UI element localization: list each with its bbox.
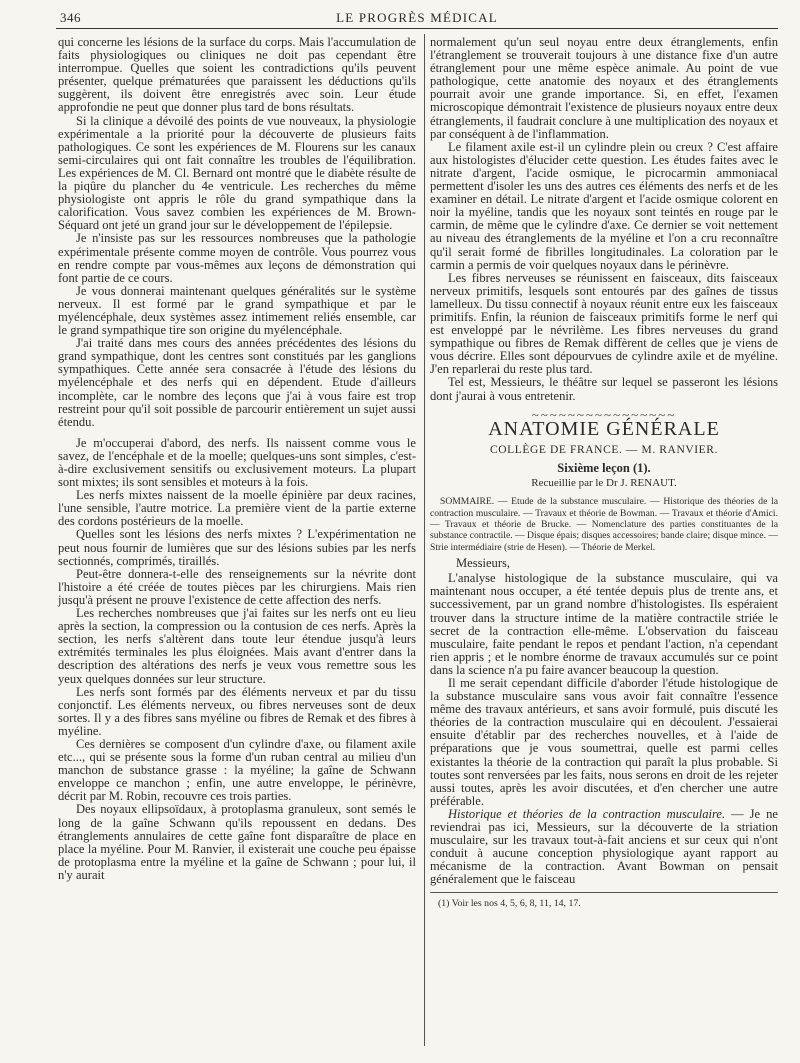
paragraph: normalement qu'un seul noyau entre deux étranglements, enfin l'étranglement se trouverait toujours à une distance fixe d'un autre étranglement pour une même espèce animale. Au point de vue pathologique, cette anatomie des noyaux et des étranglements pourrait avoir une grande importance. Si, en effet, l'examen microscopique démontrait l'existence de plusieurs noyaux entre deux étranglements, il faudrait conclure à une multiplication des noyaux et par conséquent à de l'inflammation. [430,35,778,141]
paragraph [430,808,778,887]
paragraph: Tel est, Messieurs, le théâtre sur lequel se passeront les lésions dont j'aurai à vous entretenir. [430,375,778,403]
page-header [56,8,778,30]
footnote-rule [430,892,778,893]
page-number: 346 [60,10,81,25]
subheading-text: — Je ne reviendrai pas ici, Messieurs, sur la découverte de la striation musculaire, sur les travaux tout-à-fait anciens et sur ceux qui n'ont conduit à aucune conception physiologique ayant rapport au mécanisme de la contraction. Avant Bowman on pensait généralement que le faisceau [430,806,778,887]
footnote: (1) Voir les nos 4, 5, 6, 8, 11, 14, 17. [438,898,581,910]
paragraph: Des noyaux ellipsoïdaux, à protoplasma granuleux, sont semés le long de la gaîne Schwann qu'ils repoussent en dedans. Des étranglements annulaires de cette gaîne font disparaître de place en place la myéline. Pour M. Ranvier, il existerait une couche peu épaisse de protoplasma entre la myéline et la gaîne de Schwann ; pour lui, il n'y aurait [58,802,416,882]
paragraph: Ces dernières se composent d'un cylindre d'axe, ou filament axile etc..., qui se présente sous la forme d'un ruban central au milieu d'un manchon de substance grasse : la myéline; la gaîne de Schwann enveloppe ce manchon ; enfin, une autre enveloppe, le périnèvre, décrit par M. Robin, recouvre ces trois parties. [58,736,416,804]
paragraph: Quelles sont les lésions des nerfs mixtes ? L'expérimentation ne peut nous fournir de lumières que sur des lésions subies par les nerfs sectionnés, comprimés, tiraillés. [58,527,416,568]
lecture-title: Sixième leçon (1). [557,460,651,475]
recorder-credit: Recueillie par le Dr J. RENAUT. [531,477,677,489]
paragraph: Je vous donnerai maintenant quelques généralités sur le système nerveux. Il est formé par le grand sympathique et par le myélencéphale, deux systèmes assez intimement reliés ensemble, car le grand sympathique tire son origine du myélencéphale. [58,283,416,338]
college-line: COLLÈGE DE FRANCE. — M. RANVIER. [489,443,719,456]
left-column [58,36,416,882]
paragraph: Les fibres nerveuses se réunissent en faisceaux, dits faisceaux nerveux primitifs, lesquels sont entourés par des gaînes de tissus lamelleux. Du tissu connectif à noyaux réunit entre eux les faisceaux primitifs. Enfin, la réunion de faisceaux primitifs forme le nerf qui est enveloppé par le névrilème. Les fibres nerveuses du grand sympathique ou fibres de Remak diffèrent de celles que je viens de vous décrire. Elles sont dépourvues de cylindre axile et de myéline. J'en reparlerai du reste plus tard. [430,270,778,377]
paragraph: qui concerne les lésions de la surface du corps. Mais l'accumulation de faits physiologiques ou cliniques ne doit pas cependant être interrompue. Quelles que soient les contradictions qu'ils peuvent présenter, quelque prématurées que paraissent les déductions qu'ils suggèrent, ils doivent être enregistrés avec soin. Leur étude approfondie ne peut que donner plus tard de bons résultats. [58,35,416,115]
paragraph: Si la clinique a dévoilé des points de vue nouveaux, la physiologie expérimentale a la priorité pour la découverte de plusieurs faits pathologiques. Ce sont les expériences de M. Flourens sur les canaux semi-circulaires qui ont fait connaître les troubles de l'équilibration. Les expériences de M. Cl. Bernard ont montré que le diabète résulte de la piqûre du plancher du 4e ventricule. Les recherches du même physiologiste ont appris le rôle du grand sympathique dans la calorification. Vous savez combien les expériences de M. Brown-Séquard ont jeté un grand jour sur le développement de l'épilepsie. [58,113,416,233]
paragraph: Il me serait cependant difficile d'aborder l'étude histologique de la substance musculaire sans vous avoir fait connaître l'essence même des travaux antérieurs, et sans avoir formulé, puis discuté les théories de la contraction musculaire qui en découlent. J'essaierai ensuite d'établir par des recherches nouvelles, et à l'aide de préparations que je vous soumettrai, quelle est parmi celles existantes la théorie de la contraction qui paraît la plus probable. Si toutes sont renversées par les faits, nous serons en droit de les rejeter aussi toutes, après les avoir discutées, et d'en chercher une autre préférable. [430,675,778,808]
paragraph: Le filament axile est-il un cylindre plein ou creux ? C'est affaire aux histologistes d'élucider cette question. Les études faites avec le nitrate d'argent, l'acide osmique, le picrocarmin ammoniacal permettent d'isoler les uns des autres ces éléments des nerfs et de les examiner en détail. Le nitrate d'argent et l'acide osmique colorent en noir la myéline, tandis que les noyaux sont teintés en rouge par le carmin, de même que le cylindre d'axe. Ce dernier se voit nettement au niveau des étranglements de la myéline et l'on a cru reconnaître qu'il serait formé de fibrilles longitudinales. La coloration par le carmin a permis de voir quelques noyaux dans le périnèvre. [430,139,778,272]
summary: SOMMAIRE. — Etude de la substance musculaire. — Historique des théories de la contraction musculaire. — Travaux et théorie de Bowman. — Travaux et théorie d'Amici. — Travaux et théorie de Brucke. — Nomenclature des parties constituantes de la substance contractile. — Disque épais; disques accessoires; bande claire; disque mince. — Strie intermédiaire (strie de Hesen). — Théorie de Merkel. [430,496,778,553]
column-rule [424,34,425,1046]
section-ornament: ~~~~~~~~~~~~~~~~ [531,406,677,422]
paragraph: Je m'occuperai d'abord, des nerfs. Ils naissent comme vous le savez, de l'encéphale et de la moelle; quelques-uns sont simples, c'est-à-dire exclusivement sensitifs ou exclusivement moteurs. La plupart sont mixtes; ils sont sensibles et moteurs à la fois. [58,435,416,490]
paragraph: Les nerfs sont formés par des éléments nerveux et par du tissu conjonctif. Les éléments nerveux, ou fibres nerveuses sont de deux sortes. Il y a des fibres sans myéline ou fibres de Remak et des fibres à myéline. [58,684,416,738]
salutation: Messieurs, [456,556,511,571]
right-column [430,36,778,911]
paragraph: Les nerfs mixtes naissent de la moelle épinière par deux racines, l'une sensible, l'autre motrice. La première vient de la partie externe des cordons postérieurs de la moelle. [58,488,416,529]
section-title: ANATOMIE GÉNÉRALE [488,417,720,440]
paragraph: Je n'insiste pas sur les ressources nombreuses que la pathologie expérimentale présente comme moyen de contrôle. Vous pourrez vous en rendre compte par vous-mêmes aux leçons de démonstration qui font partie de ce cours. [58,231,416,285]
subheading: Historique et théories de la contraction musculaire. [448,806,726,821]
paragraph: J'ai traité dans mes cours des années précédentes des lésions du grand sympathique, dont les centres sont constitués par les ganglions sympathiques. Cette année sera consacrée à l'étude des lésions du myélencéphale et des nerfs qui en dépendent. Etude d'ailleurs incomplète, car le nombre des leçons que j'ai à vous faire est trop restreint pour qu'il soit possible de parcourir entièrement un sujet aussi étendu. [58,336,416,429]
running-title: LE PROGRÈS MÉDICAL [336,10,498,25]
paragraph: L'analyse histologique de la substance musculaire, qui va maintenant nous occuper, a été tentée depuis plus de trente ans, et successivement, par un grand nombre d'histologistes. Ils espéraient trouver dans la structure intime de la matière contractile striée le secret de la contraction elle-même. L'observation du faisceau musculaire, faite pendant le repos et pendant l'action, n'a cependant rien appris ; et le nombre énorme de travaux accumulés sur ce point dans la science n'a pu faire avancer beaucoup la question. [430,571,778,677]
paragraph: Les recherches nombreuses que j'ai faites sur les nerfs ont eu lieu après la section, la compression ou la contusion de ces nerfs. Après la section, les nerfs s'altèrent dans toute leur étendue jusqu'à leurs extrémités terminales les plus éloignées. Mais avant d'entrer dans la description des altérations des nerfs je veux vous remettre sous les yeux quelques données sur leur structure. [58,606,416,686]
header-rule [56,28,778,29]
paragraph: Peut-être donnera-t-elle des renseignements sur la névrite dont l'histoire a été créée de toutes pièces par les chirurgiens. Mais rien jusqu'à présent ne prouve l'existence de cette affection des nerfs. [58,566,416,607]
